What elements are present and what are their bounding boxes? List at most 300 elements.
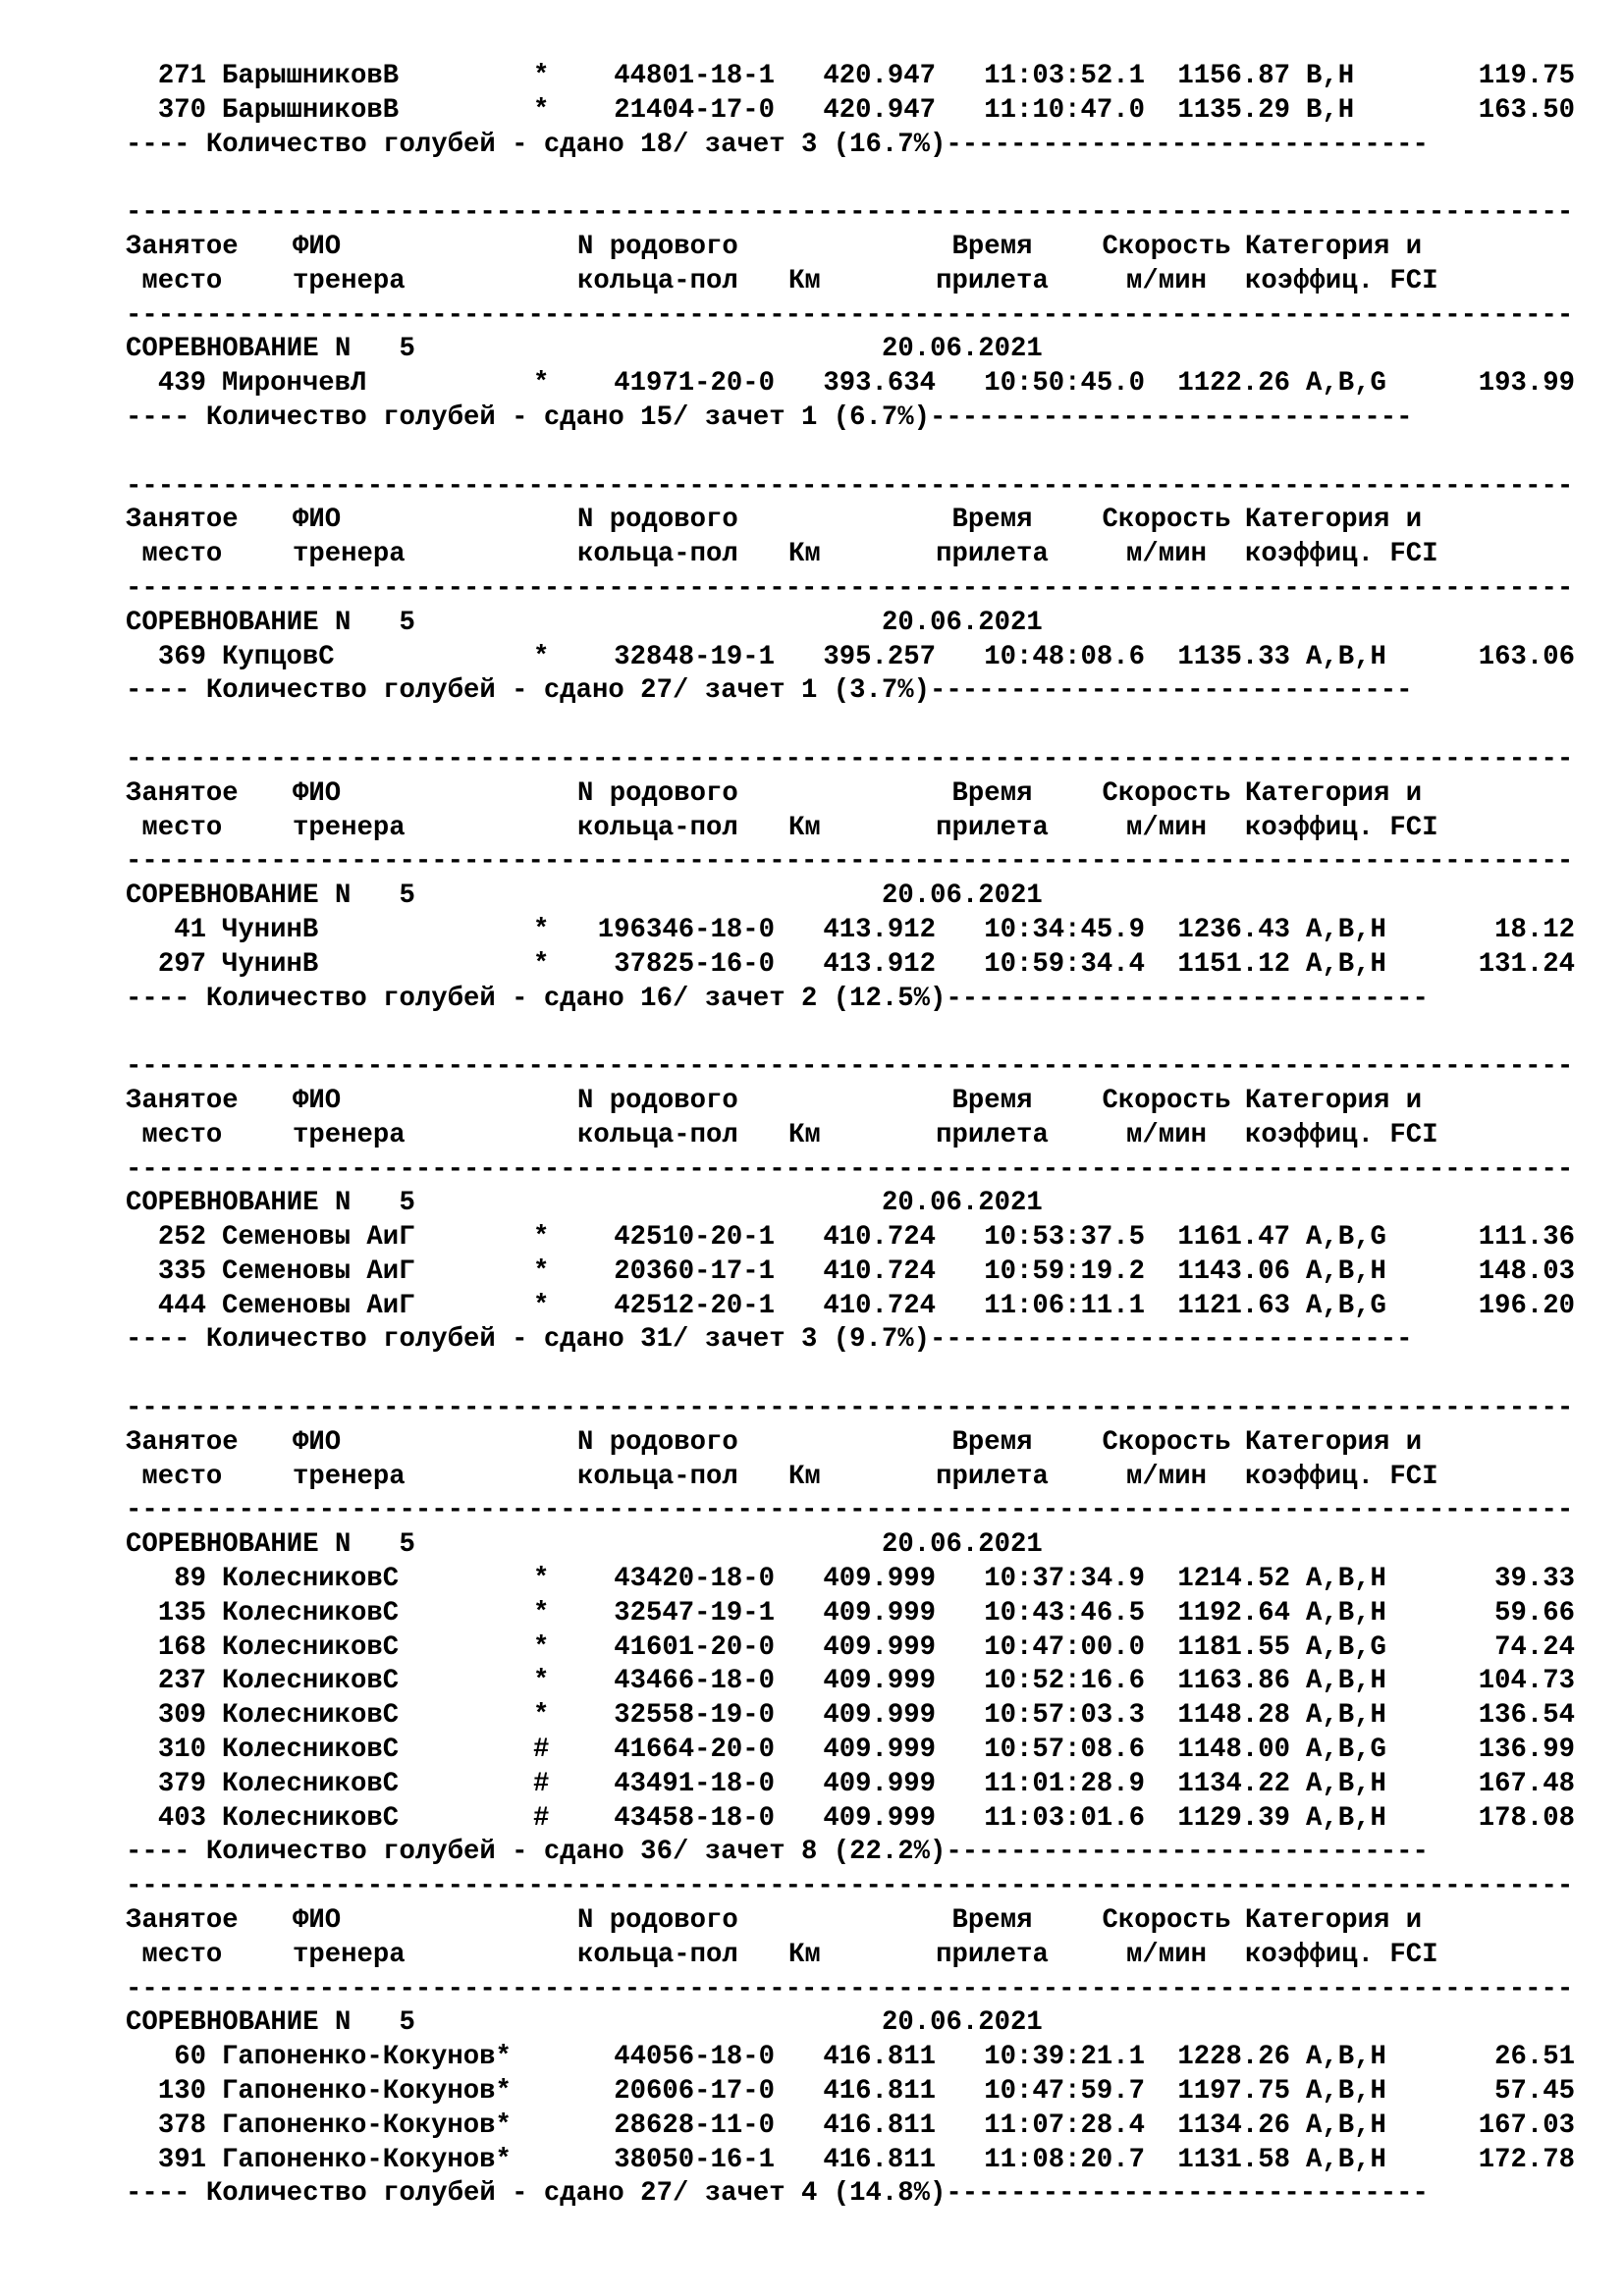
arrival-time: 11:08:20.7 [984,2144,1145,2175]
speed: 1129.39 [1177,1802,1290,1834]
category: A,B,G [1306,1735,1386,1766]
trainer-name: Семеновы АиГ [222,1255,415,1287]
trainer-name: КолесниковС [222,1564,400,1595]
header-time: прилета [936,265,1049,296]
category: B,H [1306,61,1355,91]
place: 309 [157,1700,206,1732]
category: A,B,H [1306,914,1386,945]
mark: # [533,1768,550,1799]
contest-line [0,1187,1624,1221]
contest-date: 20.06.2021 [882,607,1043,638]
column-header-line-2 [0,265,1624,299]
distance-km: 416.811 [823,2042,936,2073]
ring-number: 41664-20-0 [614,1735,775,1766]
header-speed: Скорость [1102,1905,1231,1937]
trainer-name: Гапоненко-Кокунов* [222,2144,512,2175]
column-header-line-2 [0,538,1624,572]
ring-number: 43491-18-0 [614,1768,775,1799]
separator-line: ------------------------------------------------------------------------------------------ [126,1393,1574,1424]
header-time: прилета [936,1119,1049,1150]
contest-title: СОРЕВНОВАНИЕ N 5 [126,607,415,638]
header-time: Время [951,505,1033,536]
result-row [0,641,1624,675]
header-place: место [126,265,223,296]
summary-text: ---- Количество голубей - сдано 16/ зачет 2 (12.5%) [126,983,947,1014]
fci-coefficient: 163.06 [1478,641,1575,672]
category: A,B,H [1306,1564,1386,1595]
summary-dashes: ------------------------------ [946,983,1429,1014]
separator-line: ------------------------------------------------------------------------------------------ [126,846,1574,878]
header-name: ФИО [293,1905,342,1937]
header-category: Категория и [1245,1426,1423,1458]
trainer-name: БарышниковВ [222,61,400,91]
mark: * [533,641,550,672]
category: A,B,H [1306,2076,1386,2108]
speed: 1121.63 [1177,1290,1290,1321]
trainer-name: КолесниковС [222,1802,400,1834]
header-place: место [126,1939,223,1970]
header-km [788,1085,896,1119]
header-ring: N родового [577,1085,738,1116]
fci-coefficient: 136.54 [1478,1700,1575,1732]
trainer-name: ЧунинВ [222,948,319,980]
mark [533,2109,553,2144]
arrival-time: 10:52:16.6 [984,1666,1145,1697]
distance-km: 409.999 [823,1735,936,1766]
distance-km: 410.724 [823,1290,936,1321]
summary-dashes: ------------------------------ [946,129,1429,160]
header-km [788,1904,896,1939]
header-place: место [126,812,223,843]
column-header-line-1 [0,1904,1624,1939]
header-km [788,1426,896,1461]
summary-dashes: ------------------------------ [930,1324,1413,1356]
category: A,B,H [1306,1597,1386,1629]
place: 439 [157,368,206,400]
ring-number: 44801-18-1 [614,61,775,91]
header-category: коэффиц. FCI [1245,812,1438,843]
ring-number: 42512-20-1 [614,1290,775,1321]
contest-line [0,2006,1624,2041]
trainer-name: Семеновы АиГ [222,1290,415,1321]
separator-line: ------------------------------------------------------------------------------------------ [126,197,1574,229]
result-row [0,2075,1624,2109]
summary-line [0,401,1624,436]
fci-coefficient: 131.24 [1478,948,1575,980]
result-row [0,1665,1624,1699]
trainer-name: КолесниковС [222,1768,400,1799]
result-row [0,1290,1624,1324]
header-km [788,777,896,812]
contest-title: СОРЕВНОВАНИЕ N 5 [126,2007,415,2039]
place: 130 [157,2076,206,2108]
result-row [0,1597,1624,1631]
result-row [0,1768,1624,1802]
header-name: тренера [293,265,406,296]
header-speed: м/мин [1126,1939,1207,1970]
summary-text: ---- Количество голубей - сдано 15/ зачет 1 (6.7%) [126,401,931,433]
place: 369 [157,641,206,672]
header-speed: Скорость [1102,231,1231,262]
place: 403 [157,1802,206,1834]
header-km: Км [788,265,821,296]
header-place: Занятое [126,505,239,536]
header-km: Км [788,1119,821,1150]
speed: 1148.28 [1177,1700,1290,1732]
mark: * [533,1564,550,1595]
arrival-time: 10:48:08.6 [984,641,1145,672]
contest-line [0,333,1624,367]
blank-line [0,436,1624,470]
header-speed: м/мин [1126,1461,1207,1492]
fci-coefficient: 74.24 [1494,1631,1575,1663]
blank-line [0,1016,1624,1050]
mark [533,2041,553,2075]
speed: 1228.26 [1177,2042,1290,2073]
ring-number: 41601-20-0 [614,1631,775,1663]
header-name: ФИО [293,505,342,536]
speed: 1131.58 [1177,2144,1290,2175]
arrival-time: 11:07:28.4 [984,2109,1145,2141]
column-header-line-1 [0,1426,1624,1461]
ring-number: 43466-18-0 [614,1666,775,1697]
ring-number: 42510-20-1 [614,1222,775,1254]
contest-date: 20.06.2021 [882,2007,1043,2039]
contest-line [0,1528,1624,1563]
column-header-line-2 [0,1461,1624,1495]
mark: * [533,948,550,980]
speed: 1181.55 [1177,1631,1290,1663]
summary-text: ---- Количество голубей - сдано 18/ зачет 3 (16.7%) [126,129,947,160]
result-row [0,1802,1624,1837]
ring-number: 32848-19-1 [614,641,775,672]
result-row [0,1255,1624,1290]
category: A,B,H [1306,1666,1386,1697]
mark: * [533,61,550,91]
contest-date: 20.06.2021 [882,1188,1043,1219]
arrival-time: 10:59:34.4 [984,948,1145,980]
header-category: коэффиц. FCI [1245,539,1438,570]
header-km: Км [788,812,821,843]
place: 237 [157,1666,206,1697]
contest-title: СОРЕВНОВАНИЕ N 5 [126,1529,415,1561]
summary-text: ---- Количество голубей - сдано 36/ зачет 8 (22.2%) [126,1837,947,1868]
distance-km: 410.724 [823,1222,936,1254]
arrival-time: 10:43:46.5 [984,1597,1145,1629]
summary-line [0,129,1624,163]
header-category: Категория и [1245,231,1423,262]
fci-coefficient: 57.45 [1494,2076,1575,2108]
speed: 1197.75 [1177,2076,1290,2108]
place: 310 [157,1735,206,1766]
speed: 1161.47 [1177,1222,1290,1254]
trainer-name: Семеновы АиГ [222,1222,415,1254]
separator-line: ------------------------------------------------------------------------------------------ [126,1973,1574,2004]
fci-coefficient: 148.03 [1478,1255,1575,1287]
column-header-line-1 [0,1085,1624,1119]
summary-line [0,983,1624,1017]
header-time: Время [951,1426,1033,1458]
arrival-time: 10:57:08.6 [984,1735,1145,1766]
fci-coefficient: 39.33 [1494,1564,1575,1595]
ring-number: 38050-16-1 [614,2144,775,2175]
arrival-time: 10:47:59.7 [984,2076,1145,2108]
arrival-time: 10:37:34.9 [984,1564,1145,1595]
summary-dashes: ------------------------------ [930,401,1413,433]
place: 378 [157,2109,206,2141]
fci-coefficient: 26.51 [1494,2042,1575,2073]
header-time: прилета [936,812,1049,843]
header-ring: кольца-пол [577,1939,738,1970]
header-ring: кольца-пол [577,1461,738,1492]
summary-line [0,674,1624,709]
ring-number: 32547-19-1 [614,1597,775,1629]
mark: * [533,1290,550,1321]
place: 135 [157,1597,206,1629]
trainer-name: ЧунинВ [222,914,319,945]
result-row [0,1221,1624,1255]
header-ring: кольца-пол [577,812,738,843]
category: A,B,H [1306,1802,1386,1834]
arrival-time: 10:47:00.0 [984,1631,1145,1663]
separator-line: ------------------------------------------------------------------------------------------ [126,470,1574,502]
ring-number: 41971-20-0 [614,368,775,400]
header-time: Время [951,1905,1033,1937]
category: A,B,G [1306,1631,1386,1663]
mark: * [533,1700,550,1732]
distance-km: 409.999 [823,1666,936,1697]
speed: 1156.87 [1177,61,1290,91]
summary-line [0,2177,1624,2212]
header-place: Занятое [126,231,239,262]
header-time: Время [951,777,1033,809]
header-name: тренера [293,1939,406,1970]
result-row [0,94,1624,129]
arrival-time: 11:03:52.1 [984,61,1145,91]
arrival-time: 10:34:45.9 [984,914,1145,945]
speed: 1192.64 [1177,1597,1290,1629]
header-category: Категория и [1245,1905,1423,1937]
ring-number: 21404-17-0 [614,94,775,126]
fci-coefficient: 119.75 [1478,61,1575,91]
column-header-line-2 [0,1119,1624,1153]
summary-dashes: ------------------------------ [946,1837,1429,1868]
results-document [0,60,1624,2212]
column-header-line-1 [0,504,1624,538]
fci-coefficient: 196.20 [1478,1290,1575,1321]
header-km: Км [788,539,821,570]
header-ring: N родового [577,777,738,809]
header-km [788,504,896,538]
column-header-line-1 [0,777,1624,812]
result-row [0,2041,1624,2075]
trainer-name: БарышниковВ [222,94,400,126]
header-time: Время [951,1085,1033,1116]
speed: 1134.22 [1177,1768,1290,1799]
header-ring: N родового [577,505,738,536]
header-place: место [126,1461,223,1492]
speed: 1135.29 [1177,94,1290,126]
header-ring: N родового [577,231,738,262]
speed: 1214.52 [1177,1564,1290,1595]
separator-line: ------------------------------------------------------------------------------------------ [126,572,1574,604]
fci-coefficient: 167.48 [1478,1768,1575,1799]
distance-km: 409.999 [823,1631,936,1663]
result-row [0,1631,1624,1666]
place: 297 [157,948,206,980]
header-ring: кольца-пол [577,539,738,570]
distance-km: 393.634 [823,368,936,400]
contest-title: СОРЕВНОВАНИЕ N 5 [126,1188,415,1219]
header-ring: N родового [577,1905,738,1937]
separator-line: ------------------------------------------------------------------------------------------ [126,1153,1574,1185]
header-category: коэффиц. FCI [1245,1119,1438,1150]
fci-coefficient: 172.78 [1478,2144,1575,2175]
summary-line [0,1836,1624,1870]
fci-coefficient: 193.99 [1478,368,1575,400]
header-speed: м/мин [1126,1119,1207,1150]
arrival-time: 11:10:47.0 [984,94,1145,126]
header-speed: Скорость [1102,777,1231,809]
header-speed: Скорость [1102,505,1231,536]
separator-line: ------------------------------------------------------------------------------------------ [126,1051,1574,1083]
separator-line: ------------------------------------------------------------------------------------------ [126,743,1574,774]
header-category: коэффиц. FCI [1245,1939,1438,1970]
header-name: ФИО [293,231,342,262]
arrival-time: 11:03:01.6 [984,1802,1145,1834]
fci-coefficient: 178.08 [1478,1802,1575,1834]
result-row [0,1734,1624,1768]
separator-line: ------------------------------------------------------------------------------------------ [126,299,1574,331]
arrival-time: 10:57:03.3 [984,1700,1145,1732]
ring-number: 37825-16-0 [614,948,775,980]
contest-line [0,607,1624,641]
trainer-name: КолесниковС [222,1700,400,1732]
header-speed: м/мин [1126,265,1207,296]
header-place: место [126,1119,223,1150]
fci-coefficient: 136.99 [1478,1735,1575,1766]
distance-km: 409.999 [823,1597,936,1629]
speed: 1143.06 [1177,1255,1290,1287]
distance-km: 395.257 [823,641,936,672]
column-header-line-1 [0,231,1624,265]
header-speed: м/мин [1126,812,1207,843]
category: A,B,H [1306,2042,1386,2073]
speed: 1236.43 [1177,914,1290,945]
fci-coefficient: 18.12 [1494,914,1575,945]
header-name: тренера [293,1119,406,1150]
category: A,B,H [1306,948,1386,980]
distance-km: 416.811 [823,2076,936,2108]
header-place: Занятое [126,1905,239,1937]
trainer-name: КолесниковС [222,1597,400,1629]
result-row [0,948,1624,983]
mark: * [533,1255,550,1287]
header-category: коэффиц. FCI [1245,265,1438,296]
ring-number: 32558-19-0 [614,1700,775,1732]
header-place: Занятое [126,777,239,809]
header-ring: кольца-пол [577,1119,738,1150]
ring-number: 43458-18-0 [614,1802,775,1834]
distance-km: 409.999 [823,1802,936,1834]
header-ring: N родового [577,1426,738,1458]
ring-number: 28628-11-0 [614,2109,775,2141]
arrival-time: 11:01:28.9 [984,1768,1145,1799]
category: B,H [1306,94,1355,126]
ring-number: 20360-17-1 [614,1255,775,1287]
header-km: Км [788,1461,821,1492]
arrival-time: 10:59:19.2 [984,1255,1145,1287]
header-name: ФИО [293,1426,342,1458]
contest-title: СОРЕВНОВАНИЕ N 5 [126,881,415,912]
header-km: Км [788,1939,821,1970]
header-time: прилета [936,1461,1049,1492]
place: 252 [157,1222,206,1254]
contest-date: 20.06.2021 [882,1529,1043,1561]
summary-text: ---- Количество голубей - сдано 31/ зачет 3 (9.7%) [126,1324,931,1356]
speed: 1134.26 [1177,2109,1290,2141]
speed: 1148.00 [1177,1735,1290,1766]
trainer-name: КолесниковС [222,1631,400,1663]
place: 391 [157,2144,206,2175]
header-name: тренера [293,812,406,843]
contest-title: СОРЕВНОВАНИЕ N 5 [126,334,415,365]
distance-km: 409.999 [823,1564,936,1595]
header-name: тренера [293,1461,406,1492]
category: A,B,G [1306,1222,1386,1254]
place: 370 [157,94,206,126]
fci-coefficient: 167.03 [1478,2109,1575,2141]
arrival-time: 11:06:11.1 [984,1290,1145,1321]
distance-km: 413.912 [823,948,936,980]
header-category: Категория и [1245,777,1423,809]
mark: * [533,1631,550,1663]
header-speed: Скорость [1102,1085,1231,1116]
distance-km: 420.947 [823,61,936,91]
ring-number: 196346-18-0 [597,914,775,945]
header-time: Время [951,231,1033,262]
arrival-time: 10:53:37.5 [984,1222,1145,1254]
header-time: прилета [936,539,1049,570]
place: 444 [157,1290,206,1321]
header-category: Категория и [1245,1085,1423,1116]
mark [533,2144,553,2178]
fci-coefficient: 163.50 [1478,94,1575,126]
speed: 1122.26 [1177,368,1290,400]
category: A,B,H [1306,1768,1386,1799]
category: A,B,G [1306,1290,1386,1321]
speed: 1135.33 [1177,641,1290,672]
header-name: ФИО [293,777,342,809]
header-speed: м/мин [1126,539,1207,570]
fci-coefficient: 104.73 [1478,1666,1575,1697]
speed: 1163.86 [1177,1666,1290,1697]
arrival-time: 10:39:21.1 [984,2042,1145,2073]
distance-km: 420.947 [823,94,936,126]
result-row [0,1699,1624,1734]
place: 41 [174,914,206,945]
place: 60 [174,2042,206,2073]
fci-coefficient: 59.66 [1494,1597,1575,1629]
header-speed: Скорость [1102,1426,1231,1458]
mark: * [533,914,550,945]
category: A,B,H [1306,2144,1386,2175]
trainer-name: КолесниковС [222,1666,400,1697]
column-header-line-2 [0,1939,1624,1973]
summary-dashes: ------------------------------ [946,2178,1429,2210]
trainer-name: Гапоненко-Кокунов* [222,2076,512,2108]
category: A,B,H [1306,1255,1386,1287]
